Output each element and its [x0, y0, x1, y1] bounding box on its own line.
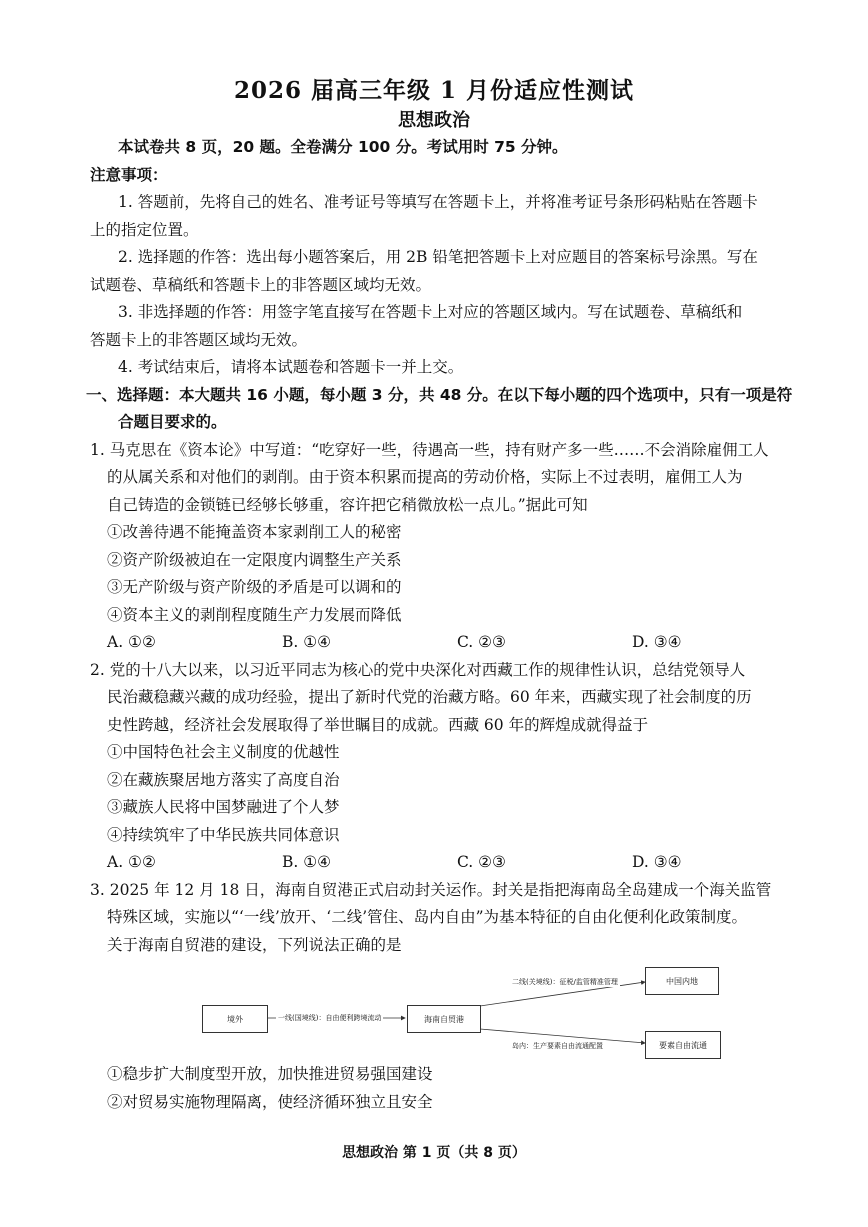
- choice-a[interactable]: A. ①②: [107, 853, 156, 871]
- question-stem-line: 史性跨越，经济社会发展取得了举世瞩目的成就。西藏 60 年的辉煌成就得益于: [107, 715, 649, 734]
- section-heading-line-1: 一、选择题：本大题共 16 小题，每小题 3 分，共 48 分。在以下每小题的四个选项中，只有一项是符: [86, 385, 793, 404]
- choice-a[interactable]: A. ①②: [107, 633, 156, 651]
- page-footer: 思想政治 第 1 页（共 8 页）: [342, 1145, 526, 1161]
- answer-choices: [90, 629, 830, 657]
- free-trade-port-diagram: [90, 961, 830, 1061]
- notice-item-2-line-1: 2. 选择题的作答：选出每小题答案后，用 2B 铅笔把答题卡上对应题目的答案标号涂黑。写在: [118, 248, 758, 266]
- notice-item-1-line-1: 1. 答题前，先将自己的姓名、准考证号等填写在答题卡上，并将准考证号条形码粘贴在答题卡: [118, 193, 758, 211]
- question-2: [90, 657, 830, 877]
- question-stem-line: 民治藏稳藏兴藏的成功经验，提出了新时代党的治藏方略。60 年来，西藏实现了社会制度的历: [107, 688, 752, 706]
- notice-item-2-line-2: 试题卷、草稿纸和答题卡上的非答题区域均无效。: [90, 275, 432, 294]
- choice-c[interactable]: C. ②③: [457, 633, 506, 651]
- notice-item-1-line-2: 上的指定位置。: [90, 220, 199, 239]
- subject-title: 思想政治: [398, 110, 470, 131]
- question-3: [90, 877, 830, 1117]
- choice-b[interactable]: B. ①④: [282, 633, 332, 651]
- question-1: [90, 437, 830, 657]
- label-island: 岛内：生产要素自由流通配置: [512, 1042, 603, 1050]
- statement-4: ④持续筑牢了中华民族共同体意识: [107, 825, 340, 844]
- statement-1: ①中国特色社会主义制度的优越性: [107, 743, 340, 761]
- statement-2: ②在藏族聚居地方落实了高度自治: [107, 770, 340, 789]
- answer-choices: [90, 849, 830, 877]
- question-stem-line: 3. 2025 年 12 月 18 日，海南自贸港正式启动封关运作。封关是指把海南岛全岛建成一个海关监管: [90, 880, 772, 899]
- statement-2: ②对贸易实施物理隔离，使经济循环独立且安全: [107, 1092, 433, 1111]
- notice-heading: 注意事项：: [90, 165, 168, 184]
- notice-item-3-line-1: 3. 非选择题的作答：用签字笔直接写在答题卡上对应的答题区域内。写在试题卷、草稿纸和: [118, 303, 743, 321]
- box-factor-flow: 要素自由流通: [645, 1031, 721, 1059]
- label-second-line: 二线(关境线)：征税/监管精准管理: [512, 978, 618, 986]
- choice-c[interactable]: C. ②③: [457, 853, 506, 871]
- statement-3: ③藏族人民将中国梦融进了个人梦: [107, 798, 340, 816]
- statement-2: ②资产阶级被迫在一定限度内调整生产关系: [107, 550, 402, 569]
- question-stem-line: 1. 马克思在《资本论》中写道：“吃穿好一些，待遇高一些，持有财产多一些……不会消除雇佣工人: [90, 440, 769, 459]
- box-mainland: 中国内地: [645, 967, 719, 995]
- choice-d[interactable]: D. ③④: [632, 853, 682, 871]
- statement-1: ①稳步扩大制度型开放，加快推进贸易强国建设: [107, 1065, 433, 1083]
- exam-body: [86, 134, 830, 1116]
- question-stem-line: 特殊区域，实施以“‘一线’放开、‘二线’管住、岛内自由”为基本特征的自由化便利化政策制度。: [107, 908, 748, 926]
- notice-item-4: 4. 考试结束后，请将本试题卷和答题卡一并上交。: [118, 358, 464, 376]
- exam-info: 本试卷共 8 页，20 题。全卷满分 100 分。考试用时 75 分钟。: [118, 138, 568, 156]
- question-stem-line: 自己铸造的金锁链已经够长够重，容许把它稍微放松一点儿。”据此可知: [107, 495, 588, 514]
- statement-4: ④资本主义的剥削程度随生产力发展而降低: [107, 605, 402, 624]
- question-stem-line: 2. 党的十八大以来，以习近平同志为核心的党中央深化对西藏工作的规律性认识，总结党领导人: [90, 660, 746, 679]
- question-stem-line: 关于海南自贸港的建设，下列说法正确的是: [107, 935, 402, 954]
- exam-title: 2026 届高三年级 1 月份适应性测试: [233, 77, 635, 104]
- statement-3: ③无产阶级与资产阶级的矛盾是可以调和的: [107, 578, 402, 596]
- box-hainan-ftp: 海南自贸港: [407, 1005, 481, 1033]
- statement-1: ①改善待遇不能掩盖资本家剥削工人的秘密: [107, 523, 402, 541]
- choice-b[interactable]: B. ①④: [282, 853, 332, 871]
- label-first-line: 一线(国境线)：自由便利跨境流动: [278, 1014, 382, 1022]
- question-stem-line: 的从属关系和对他们的剥削。由于资本积累而提高的劳动价格，实际上不过表明，雇佣工人为: [107, 468, 743, 486]
- box-abroad: 境外: [202, 1005, 268, 1033]
- section-heading-line-2: 合题目要求的。: [118, 413, 227, 431]
- notice-item-3-line-2: 答题卡上的非答题区域均无效。: [90, 330, 308, 349]
- choice-d[interactable]: D. ③④: [632, 633, 682, 651]
